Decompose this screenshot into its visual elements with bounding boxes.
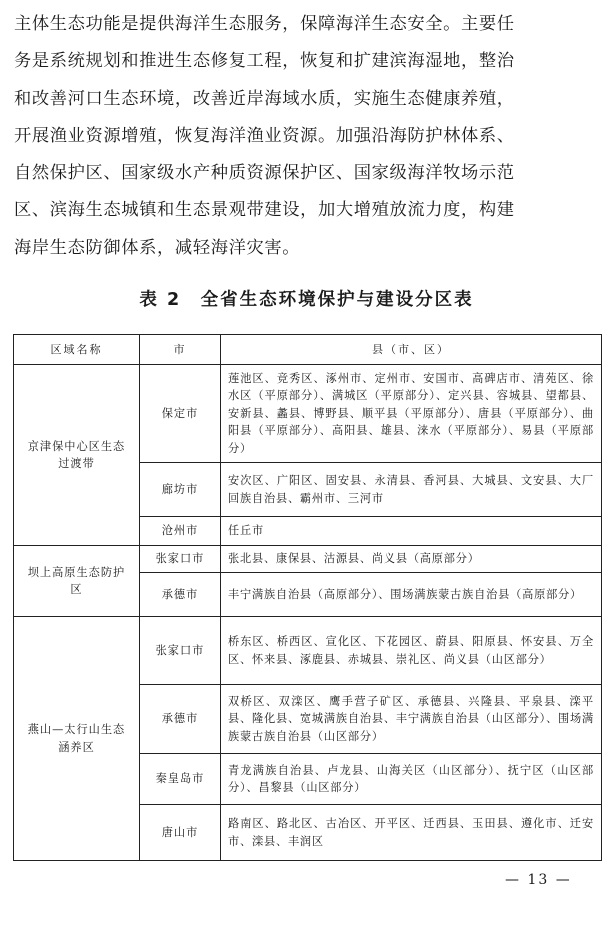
paragraph-line: 务是系统规划和推进生态修复工程，恢复和扩建滨海湿地，整治 [14,51,515,72]
zoning-table [13,334,602,861]
table-title: 表 2 全省生态环境保护与建设分区表 [139,290,474,310]
page-number: 13 [527,872,550,888]
counties-cell: 张北县、康保县、沽源县、尚义县（高原部分） [221,546,602,573]
counties-cell: 丰宁满族自治县（高原部分）、围场满族蒙古族自治县（高原部分） [221,573,602,617]
region-cell: 京津保中心区生态过渡带 [14,365,140,546]
city-cell: 唐山市 [140,805,221,861]
paragraph-line: 区、滨海生态城镇和生态景观带建设，加大增殖放流力度，构建 [14,200,515,221]
city-cell: 沧州市 [140,517,221,546]
page-dash-right: — [555,872,572,888]
table-row [14,365,602,463]
counties-cell: 莲池区、竞秀区、涿州市、定州市、安国市、高碑店市、清苑区、徐水区（平原部分）、满城区（平原部分）、定兴县、容城县、望都县、安新县、蠡县、博野县、顺平县（平原部分）、唐县（平原部分）、曲阳县（平原部分）、高阳县、雄县、涞水（平原部分）、易县（平原部分） [221,365,602,463]
counties-cell: 安次区、广阳区、固安县、永清县、香河县、大城县、文安县、大厂回族自治县、霸州市、三河市 [221,463,602,517]
city-cell: 承德市 [140,573,221,617]
city-cell: 廊坊市 [140,463,221,517]
paragraph-line: 自然保护区、国家级水产种质资源保护区、国家级海洋牧场示范 [14,163,515,184]
body-paragraph [14,6,604,267]
page-dash-left: — [505,872,521,888]
paragraph-line: 海岸生态防御体系，减轻海洋灾害。 [14,237,301,258]
counties-cell: 双桥区、双滦区、鹰手营子矿区、承德县、兴隆县、平泉县、滦平县、隆化县、宽城满族自治县、丰宁满族自治县（山区部分）、围场满族蒙古族自治县（山区部分） [221,685,602,754]
region-cell: 坝上高原生态防护区 [14,546,140,617]
paragraph-line: 和改善河口生态环境，改善近岸海域水质，实施生态健康养殖， [14,88,515,109]
counties-cell: 桥东区、桥西区、宣化区、下花园区、蔚县、阳原县、怀安县、万全区、怀来县、涿鹿县、赤城县、崇礼区、尚义县（山区部分） [221,617,602,685]
counties-cell: 青龙满族自治县、卢龙县、山海关区（山区部分）、抚宁区（山区部分）、昌黎县（山区部分） [221,754,602,805]
city-cell: 秦皇岛市 [140,754,221,805]
table-row [14,546,602,573]
header-counties: 县（市、区） [221,335,602,365]
city-cell: 张家口市 [140,617,221,685]
region-cell: 燕山—太行山生态涵养区 [14,617,140,861]
paragraph-line: 主体生态功能是提供海洋生态服务，保障海洋生态安全。主要任 [14,14,515,34]
header-city: 市 [140,335,221,365]
table-header-row [14,335,602,365]
page-number-footer [505,872,572,888]
header-region: 区域名称 [14,335,140,365]
counties-cell: 任丘市 [221,517,602,546]
table-row [14,617,602,685]
paragraph-line: 开展渔业资源增殖，恢复海洋渔业资源。加强沿海防护林体系、 [14,125,515,146]
counties-cell: 路南区、路北区、古冶区、开平区、迁西县、玉田县、遵化市、迁安市、滦县、丰润区 [221,805,602,861]
city-cell: 张家口市 [140,546,221,573]
city-cell: 保定市 [140,365,221,463]
city-cell: 承德市 [140,685,221,754]
